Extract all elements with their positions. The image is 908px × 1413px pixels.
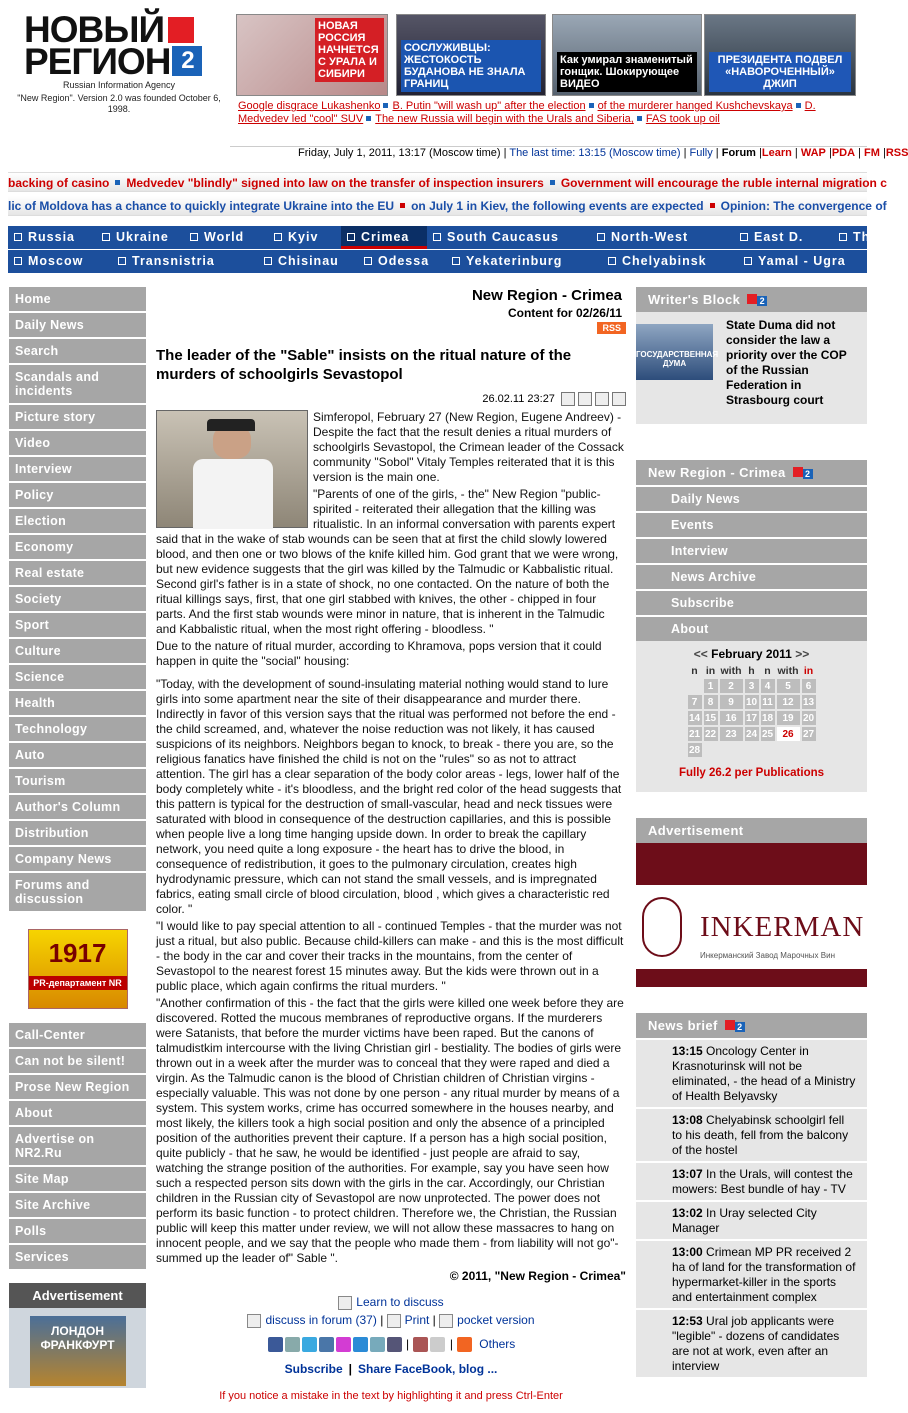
learn-discuss-link[interactable]: Learn to discuss (356, 1295, 444, 1309)
article-datetime: 26.02.11 23:27 (482, 392, 555, 405)
calendar (636, 641, 867, 792)
weekday: n (764, 665, 771, 677)
news-brief-item[interactable] (636, 1107, 867, 1161)
share-link[interactable]: Share FaceBook, blog ... (358, 1362, 498, 1377)
calendar-day[interactable]: 24 (745, 728, 758, 740)
forum-link[interactable]: Forum (721, 147, 756, 159)
ticker-item[interactable]: Government will encourage the ruble internal migration c (560, 176, 887, 190)
nav-label: Crimea (361, 230, 410, 244)
article-actions: Learn to discuss discuss in forum (37) | Print | pocket version (156, 1293, 626, 1329)
nav-world[interactable] (184, 226, 268, 249)
forum-icon[interactable] (578, 392, 592, 406)
news-ticker-blue (8, 196, 887, 216)
region-nav-row-1 (8, 226, 871, 249)
square-icon (597, 233, 605, 241)
wap-link[interactable]: WAP (800, 147, 826, 159)
ticker-item[interactable]: Opinion: The convergence of (720, 199, 887, 213)
last-update-link[interactable]: The last time: 13:15 (Moscow time) (509, 147, 681, 159)
crimea-header (636, 460, 867, 485)
mail-icon[interactable] (430, 1337, 445, 1352)
date-bar: Friday, July 1, 2011, 13:17 (Moscow time) | The last time: 13:15 (Moscow time) | Fully | Forum |Learn | WAP |PDA | FM |RSS (230, 146, 867, 160)
weekday: n (691, 665, 698, 677)
nav-label: North-West (611, 230, 689, 244)
print-icon (387, 1314, 401, 1328)
sidebar-item-services[interactable]: Services (9, 1245, 146, 1271)
sidebar-item-home[interactable]: Home (9, 287, 146, 313)
square-icon (190, 233, 198, 241)
learn-link[interactable]: Learn (761, 147, 792, 159)
weekday: with (720, 665, 742, 677)
facebook-icon[interactable] (268, 1337, 283, 1352)
square-icon (452, 257, 460, 265)
news-brief-item[interactable] (636, 1161, 867, 1200)
pocket-version-link[interactable]: pocket version (457, 1313, 535, 1327)
sidebar-item-society[interactable]: Society (9, 587, 146, 613)
writers-block-text[interactable]: State Duma did not consider the law a priority over the COP of the Russian Federation in Strasbourg court (726, 318, 847, 407)
article-column (156, 287, 626, 1402)
left-advertisement[interactable] (9, 1308, 146, 1388)
twitter-icon[interactable] (302, 1337, 317, 1352)
headline-links (238, 100, 858, 126)
pocket-icon (439, 1314, 453, 1328)
crimea-subscribe[interactable]: Subscribe (636, 589, 867, 615)
sidebar-item-distribution[interactable]: Distribution (9, 821, 146, 847)
fully-link[interactable]: Fully (689, 147, 713, 159)
subscribe-share: Subscribe | Share FaceBook, blog ... (284, 1362, 498, 1377)
calendar-day[interactable]: 14 (688, 712, 701, 724)
banner-topgear[interactable] (552, 14, 702, 96)
writers-block[interactable] (636, 312, 867, 424)
banner-text: ПРЕЗИДЕНТА ПОДВЕЛ «НАВОРОЧЕННЫЙ» ДЖИП (709, 52, 851, 92)
nav-kyiv[interactable] (268, 226, 341, 249)
calendar-empty (704, 743, 718, 757)
plus-icon[interactable] (457, 1337, 472, 1352)
calendar-day[interactable]: 12 (777, 695, 800, 709)
bullet-icon (589, 103, 594, 108)
nav-label: Yamal - Ugra (758, 254, 846, 268)
news-brief-item[interactable] (636, 1038, 867, 1107)
weekday: in (803, 665, 814, 677)
person-icon[interactable] (561, 392, 575, 406)
nav-more[interactable] (833, 226, 876, 249)
logo-mini-icon (725, 1020, 735, 1030)
duma-image: ГОСУДАРСТВЕННАЯ ДУМА (636, 324, 713, 380)
nav-label: South Caucasus (447, 230, 559, 244)
nav-east-d[interactable] (734, 226, 833, 249)
calendar-day-current[interactable]: 26 (777, 727, 800, 741)
sidebar-item-scandals[interactable]: Scandals and incidents (9, 365, 146, 405)
sidebar-item-technology[interactable]: Technology (9, 717, 146, 743)
article-copyright: © 2011, "New Region - Crimea" (449, 1269, 626, 1283)
calendar-day[interactable]: 28 (688, 744, 701, 756)
blog-icon[interactable] (387, 1337, 402, 1352)
news-brief-item[interactable] (636, 1239, 867, 1308)
sidebar-item-forums[interactable]: Forums and discussion (9, 873, 146, 913)
square-icon (608, 257, 616, 265)
news-brief-item[interactable] (636, 1200, 867, 1239)
logo-mini-icon (793, 467, 803, 477)
nav-label: Chelyabinsk (622, 254, 707, 268)
headline-link[interactable]: of the murderer hanged Kushchevskaya (597, 100, 793, 112)
writers-block-title: Writer's Block (648, 292, 741, 307)
banner-president-jeep[interactable] (704, 14, 856, 96)
square-icon (744, 257, 752, 265)
sidebar-item-policy[interactable]: Policy (9, 483, 146, 509)
news-brief-header (636, 1013, 867, 1038)
nav-label: Yekaterinburg (466, 254, 563, 268)
nav-label: Th (853, 230, 871, 244)
brief-text: Ural job applicants were "legible" - dozens of candidates are not at work, even after an interview (672, 1314, 840, 1373)
photo-figure-body (193, 459, 273, 529)
brief-time: 13:00 (672, 1245, 703, 1259)
weekday: in (705, 665, 716, 677)
square-icon (14, 257, 22, 265)
discuss-forum-link[interactable]: discuss in forum (37) (265, 1313, 377, 1327)
square-icon (740, 233, 748, 241)
brief-time: 13:02 (672, 1206, 703, 1220)
sidebar-item-site-map[interactable]: Site Map (9, 1167, 146, 1193)
section-title: New Region - Crimea (471, 287, 622, 304)
calendar-empty (761, 743, 775, 757)
bullet-icon (796, 103, 801, 108)
sidebar-item-sport[interactable]: Sport (9, 613, 146, 639)
calendar-empty (777, 743, 800, 757)
headline-link[interactable]: The new Russia will begin with the Urals and Siberia, (375, 113, 634, 125)
sidebar-item-prose[interactable]: Prose New Region (9, 1075, 146, 1101)
calendar-day[interactable]: 9 (720, 695, 743, 709)
ticker-item[interactable]: lic of Moldova has a chance to quickly integrate Ukraine into the EU (8, 199, 395, 213)
calendar-day[interactable]: 25 (761, 728, 774, 740)
nav-label: World (204, 230, 245, 244)
calendar-day[interactable]: 17 (745, 712, 758, 724)
bullet-icon (637, 116, 642, 121)
seal-icon (642, 897, 682, 957)
sidebar-item-polls[interactable]: Polls (9, 1219, 146, 1245)
print-icon[interactable] (595, 392, 609, 406)
person-icon (338, 1296, 352, 1310)
calendar-grid (686, 663, 818, 759)
calendar-empty (688, 679, 702, 693)
nav-moscow[interactable] (8, 250, 112, 273)
print-link[interactable]: Print (404, 1313, 430, 1327)
square-icon (274, 233, 282, 241)
bullet-icon (366, 116, 371, 121)
others-link[interactable]: Others (479, 1337, 516, 1351)
nav-south-caucasus[interactable] (427, 226, 591, 249)
region-nav-row-2 (8, 250, 867, 273)
inkerman-ad-box (636, 885, 867, 969)
logo-red-square (168, 17, 194, 43)
left-advertisement-title: Advertisement (9, 1283, 146, 1308)
article-paragraph: Simferopol, February 27 (New Region, Eugene Andreev) - Despite the fact that the result denies a ritual murders of schoolgirls Sevastopol, the Crimean leader of the Cossack community "Sobol" Vitaly Temples reiterated that it is this version is the main one. (313, 410, 624, 484)
ticker-item[interactable]: backing of casino (8, 176, 110, 190)
calendar-day[interactable]: 16 (720, 711, 743, 725)
calendar-footer-link[interactable]: Fully 26.2 per Publications (678, 767, 825, 779)
nav-label: Transnistria (132, 254, 215, 268)
article-meta (156, 392, 626, 410)
share-bar: | | Others (156, 1337, 626, 1352)
news-ticker-red (8, 172, 887, 192)
sidebar-item-authors-column[interactable]: Author's Column (9, 795, 146, 821)
calendar-day[interactable]: 3 (745, 679, 759, 693)
star-icon[interactable] (336, 1337, 351, 1352)
brief-time: 13:07 (672, 1167, 703, 1181)
banner-text: СОСЛУЖИВЦЫ: ЖЕСТОКОСТЬ БУДАНОВА НЕ ЗНАЛА ГРАНИЦ (401, 40, 541, 92)
nav-transnistria[interactable] (112, 250, 258, 273)
article-paragraph: "Today, with the development of sound-insulating material nothing would stand to lure girls into some apartment near the site of their disappearance and murder there. Indirectly in favor of this version says that the ritual was performed not before the end - the child screamed, and, whatever the noise reduction was not likely, it has caused suspicions of its neighbors. Neighbors began to knock, to break - there you are, so the religious fanatics have finished the child is not on the "rules" so as not to attract attention. The girl has a clear separation of the body color areas - legs, lower half of the body completely white - it's bloodless, and the bright red color of the head suggests that this pattern is typical for the destruction of small-vascular, head and neck tissues were saturated with blood in consequence of the destruction capillaries, and this is possible when people live a long time hanging upside down. In order to break the capillary network, you need quite a long exposure - the heart has to drive the blood, in consequence of redistribution, it goes to the pulmonary circulation, creates high hydrodynamic pressure, which can not stand the small vessels, and is impregnated fabrics, eating small circle of blood circulation, blood , which gives a characteristic red color. " (156, 677, 622, 916)
nav-label: Kyiv (288, 230, 319, 244)
calendar-day[interactable]: 10 (745, 696, 758, 708)
news-brief-title: News brief (648, 1018, 718, 1033)
headline-link[interactable]: B. Putin "will wash up" after the election (392, 100, 586, 112)
logo-mini-icon (747, 294, 757, 304)
article-photo (156, 410, 308, 528)
logo-number: 2 (172, 46, 202, 76)
inkerman-subtitle: Инкерманский Завод Марочных Вин (700, 951, 835, 960)
sidebar-item-real-estate[interactable]: Real estate (9, 561, 146, 587)
nav-russia[interactable] (8, 226, 96, 249)
bullet-icon (400, 203, 405, 208)
square-icon (839, 233, 847, 241)
sidebar-item-company-news[interactable]: Company News (9, 847, 146, 873)
fm-link[interactable]: FM (864, 147, 880, 159)
calendar-day[interactable]: 20 (802, 712, 815, 724)
article-headline: The leader of the "Sable" insists on the ritual nature of the murders of schoolgirls Sevastopol (156, 347, 572, 383)
liveinternet-icon[interactable] (353, 1337, 368, 1352)
calendar-day[interactable]: 11 (762, 696, 773, 708)
headline-link[interactable]: Google disgrace Lukashenko (238, 100, 381, 112)
headline-link[interactable]: D. Medvedev led "cool" SUV (238, 100, 816, 125)
crimea-news-archive[interactable]: News Archive (636, 563, 867, 589)
brief-text: Oncology Center in Krasnoturinsk will not be eliminated, - the head of a Ministry of Health Belyavsky (672, 1044, 856, 1103)
square-icon (118, 257, 126, 265)
bullet-icon (550, 180, 555, 185)
article-paragraph: "Parents of one of the girls, - the" New Region "public-spirited - reiterated their allegation that the killing was ritualistic. In an informal conversation with parents expert said that in the wake of stab wounds can be seen that at first the child slowly lowered blood, and then one or two blows of the knife killed him. God grant that we were wrong, but new evidence suggests that the girl was killed by the Talmudic or Kabbalistic ritual. Second girl's father is in a state of shock, no one contacted. On the nature of both the ritual killings says, first, that one girl stabbed with knives, the other - chipped in four parts. And the first stab wounds were minor in nature, that is inherent in the Talmudic and Kabbalistic ritual, when the most right offering - bloodless. " (156, 487, 619, 636)
content-for-date: Content for 02/26/11 (507, 306, 622, 320)
nav-label: Chisinau (278, 254, 339, 268)
square-icon (364, 257, 372, 265)
nav-label: Odessa (378, 254, 430, 268)
news-brief-list (636, 1038, 867, 1377)
sidebar-item-economy[interactable]: Economy (9, 535, 146, 561)
calendar-day[interactable]: 18 (761, 712, 774, 724)
ad-1917-caption: PR-департамент NR (29, 976, 127, 990)
square-icon (264, 257, 272, 265)
weekday: with (777, 665, 799, 677)
bullet-icon (115, 180, 120, 185)
forum-icon (247, 1314, 261, 1328)
bullet-icon (710, 203, 715, 208)
brief-text: Chelyabinsk schoolgirl fell to his death, fell from the balcony of the hostel (672, 1113, 849, 1157)
calendar-day[interactable]: 2 (720, 679, 743, 693)
pocket-icon[interactable] (612, 392, 626, 406)
logo-line2: РЕГИОН (24, 41, 171, 82)
logo-line1: НОВЫЙ (24, 9, 165, 50)
calendar-day[interactable]: 22 (704, 728, 717, 740)
calendar-day[interactable]: 4 (761, 679, 775, 693)
calendar-day[interactable]: 13 (802, 696, 815, 708)
top-banners (236, 14, 856, 96)
nav-crimea[interactable] (341, 226, 427, 249)
article-paragraph: "Another confirmation of this - the fact that the girls were killed one week before they are discovered. Rotted the mucous membranes of reproductive organs. If the murderers were Satanists, that before the murder victims have been raped. But the canons of talmudistkim intercourse with the living Christian girl - bestiality. The bodies of girls were thrown out in a week after the murder was to conceal that they were raped and died a virgin. As the Talmudic canon is the blood of Christian children of Christian virgins - especially valuable. This was not done by one person - any ritual murder by means of a system. This system works, crime has occurred somewhere in the houses nearby, and most likely, the killers took a high social position and only the absence of a principled position of the authorities prevent their capture. If a person has a high social position, quite publicly - that he saw, he would be identified - just people are afraid to say, watching the strange position of the authorities. For example, say you have seen how such a respected person sits down with the girls in the car. Accordingly, our Christian children in the Russian city of Sevastopol are now unprotected. The power does not perform its basic function - to protect children. Therefore we, the Christian, the Russian public will keep this matter under review, we will not allow these massacres to hang on innocent people, and we say that the people who made them - from liability will not go"- summed up the leader of" Sable ". (156, 996, 624, 1265)
photo-figure-cap (207, 419, 255, 431)
calendar-day[interactable]: 19 (777, 711, 800, 725)
inkerman-ad[interactable] (636, 843, 867, 987)
brief-text: Crimean MP PR received 2 ha of land for the transformation of hypermarket-killer in the sports and entertainment complex (672, 1245, 856, 1304)
nav-label: Russia (28, 230, 75, 244)
right-advertisement-title: Advertisement (648, 823, 744, 838)
sidebar-item-health[interactable]: Health (9, 691, 146, 717)
square-icon (347, 233, 355, 241)
sidebar-item-culture[interactable]: Culture (9, 639, 146, 665)
left-ad-text: ЛОНДОН ФРАНКФУРТ (30, 1316, 126, 1386)
banner-budanov[interactable] (396, 14, 546, 96)
sidebar-item-site-archive[interactable]: Site Archive (9, 1193, 146, 1219)
myworld-icon[interactable] (285, 1337, 300, 1352)
ticker-item[interactable]: Medvedev "blindly" signed into law on the transfer of inspection insurers (126, 176, 544, 190)
logo-mini-2-icon: 2 (735, 1022, 745, 1032)
square-icon (14, 233, 22, 241)
right-sidebar (636, 287, 867, 1377)
logo-founded: "New Region". Version 2.0 was founded October 6, 1998. (17, 93, 221, 114)
sidebar-item-election[interactable]: Election (9, 509, 146, 535)
headline-link[interactable]: FAS took up oil (645, 113, 720, 125)
brief-time: 13:15 (672, 1044, 703, 1058)
writers-block-header (636, 287, 867, 312)
crimea-daily-news[interactable]: Daily News (636, 485, 867, 511)
nav-chisinau[interactable] (258, 250, 358, 273)
sidebar-item-search[interactable]: Search (9, 339, 146, 365)
nav-label: Moscow (28, 254, 84, 268)
logo-agency: Russian Information Agency (62, 80, 176, 90)
calendar-day[interactable]: 8 (704, 695, 718, 709)
rss-link[interactable]: RSS (885, 147, 908, 159)
nav-label: Ukraine (116, 230, 169, 244)
brief-time: 13:08 (672, 1113, 703, 1127)
ticker-item[interactable]: on July 1 in Kiev, the following events are expected (411, 199, 704, 213)
nav-chelyabinsk[interactable] (602, 250, 738, 273)
sidebar-item-auto[interactable]: Auto (9, 743, 146, 769)
mistake-notice: If you notice a mistake in the text by highlighting it and press Ctrl-Enter (219, 1390, 563, 1403)
calendar-day[interactable]: 5 (777, 679, 800, 693)
article-paragraph: Due to the nature of ritual murder, according to Khramova, pops version that it could happen in quite the "social" housing: (156, 639, 602, 668)
sidebar-item-daily-news[interactable]: Daily News (9, 313, 146, 339)
inkerman-name: INKERMAN (700, 910, 865, 943)
weekday: h (748, 665, 755, 677)
crimea-about[interactable]: About (636, 615, 867, 641)
article-paragraph: "I would like to pay special attention to all - continued Temples - that the murder was not just a ritual, but also public. Because child-killers can make - and this is the most difficult - the body in the car and cover their tracks in the mountains, from the center of Sevastopol to the nearest forest 15 minutes away. But the kids were thrown out in a public place, which again confirms the ritual murders. " (156, 919, 624, 993)
crimea-events[interactable]: Events (636, 511, 867, 537)
banner-text: Как умирал знаменитый гонщик. Шокирующее ВИДЕО (557, 52, 697, 92)
calendar-empty (745, 743, 759, 757)
right-advertisement-header (636, 818, 867, 843)
brief-text: In the Urals, will contest the mowers: Best bundle of hay - TV (672, 1167, 853, 1196)
bullet-icon (383, 103, 388, 108)
site-logo[interactable] (10, 9, 228, 134)
nav-north-west[interactable] (591, 226, 734, 249)
calendar-day[interactable]: 1 (704, 679, 718, 693)
calendar-day[interactable]: 15 (704, 712, 717, 724)
subscribe-link[interactable]: Subscribe (284, 1362, 343, 1377)
calendar-empty (720, 743, 743, 757)
calendar-day[interactable]: 6 (802, 679, 816, 693)
calendar-day[interactable]: 27 (802, 728, 815, 740)
ad-1917-banner[interactable] (9, 919, 146, 1019)
square-icon (102, 233, 110, 241)
vkontakte-icon[interactable] (319, 1337, 334, 1352)
crimea-title: New Region - Crimea (648, 465, 786, 480)
calendar-prev[interactable]: << (693, 647, 708, 661)
news-brief-item[interactable] (636, 1308, 867, 1377)
rss-button[interactable]: RSS (597, 322, 626, 334)
left-sidebar (9, 287, 146, 1388)
sidebar-item-can-not-be-silent[interactable]: Can not be silent! (9, 1049, 146, 1075)
square-icon (433, 233, 441, 241)
sidebar-item-call-center[interactable]: Call-Center (9, 1023, 146, 1049)
calendar-day[interactable]: 7 (688, 695, 702, 709)
brief-text: In Uray selected City Manager (672, 1206, 817, 1235)
sidebar-item-advertise[interactable]: Advertise on NR2.Ru (9, 1127, 146, 1167)
ad-1917-year: 1917 (48, 938, 107, 968)
sidebar-item-interview[interactable]: Interview (9, 457, 146, 483)
sidebar-item-science[interactable]: Science (9, 665, 146, 691)
calendar-day[interactable]: 21 (688, 728, 701, 740)
banner-new-russia[interactable] (236, 14, 388, 96)
sidebar-item-tourism[interactable]: Tourism (9, 769, 146, 795)
sidebar-item-video[interactable]: Video (9, 431, 146, 457)
nav-label: East D. (754, 230, 804, 244)
nav-yamal-ugra[interactable] (738, 250, 852, 273)
nav-yekaterinburg[interactable] (446, 250, 602, 273)
current-date: Friday, July 1, 2011, 13:17 (Moscow time) (298, 147, 501, 159)
nav-odessa[interactable] (358, 250, 446, 273)
banner-text: НОВАЯ РОССИЯ НАЧНЕТСЯ С УРАЛА И СИБИРИ (315, 18, 384, 82)
livejournal-icon[interactable] (370, 1337, 385, 1352)
sidebar-item-picture-story[interactable]: Picture story (9, 405, 146, 431)
bookmark-icon[interactable] (413, 1337, 428, 1352)
crimea-interview[interactable]: Interview (636, 537, 867, 563)
calendar-month: February 2011 (711, 647, 792, 661)
logo-mini-2-icon: 2 (803, 469, 813, 479)
brief-time: 12:53 (672, 1314, 703, 1328)
calendar-next[interactable]: >> (795, 647, 810, 661)
calendar-empty (802, 743, 816, 757)
calendar-day[interactable]: 23 (720, 727, 743, 741)
nav-ukraine[interactable] (96, 226, 184, 249)
article-body (156, 410, 626, 1266)
logo-mini-2-icon: 2 (757, 296, 767, 306)
sidebar-item-about[interactable]: About (9, 1101, 146, 1127)
pda-link[interactable]: PDA (831, 147, 856, 159)
